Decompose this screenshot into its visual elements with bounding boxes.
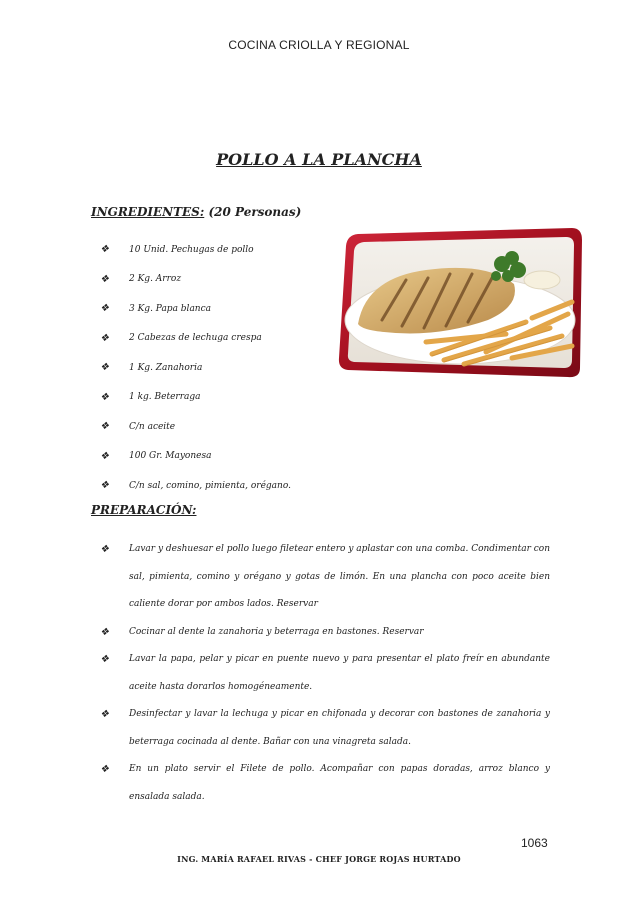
diamond-bullet-icon: ❖ xyxy=(100,450,109,462)
list-item xyxy=(100,442,291,472)
ingredient-text: C/n sal, comino, pimienta, orégano. xyxy=(129,480,291,491)
ingredient-text: 2 Kg. Arroz xyxy=(129,274,182,285)
list-item xyxy=(100,383,291,413)
list-item xyxy=(100,235,291,265)
list-item xyxy=(100,536,550,619)
preparation-heading xyxy=(91,503,196,517)
dish-photo xyxy=(336,222,584,380)
preparation-step: En un plato servir el Filete de pollo. Acompañar con papas doradas, arroz blanco y ensalada salada. xyxy=(129,764,550,802)
diamond-bullet-icon: ❖ xyxy=(100,480,109,492)
list-item xyxy=(100,646,550,701)
diamond-bullet-icon: ❖ xyxy=(100,303,109,315)
diamond-bullet-icon: ❖ xyxy=(100,273,109,285)
preparation-step: Lavar y deshuesar el pollo luego filetear entero y aplastar con una comba. Condimentar con sal, pimienta, comino y orégano y gotas de limón. En una plancha con poco aceite bien caliente dorar por ambos lados. Reservar xyxy=(129,544,550,609)
preparation-list xyxy=(100,536,550,811)
preparation-step: Lavar la papa, pelar y picar en puente nuevo y para presentar el plato freír en abundante aceite hasta dorarlos homogéneamente. xyxy=(129,654,550,692)
diamond-bullet-icon: ❖ xyxy=(100,654,109,665)
list-item xyxy=(100,353,291,383)
diamond-bullet-icon: ❖ xyxy=(100,244,109,256)
diamond-bullet-icon: ❖ xyxy=(100,362,109,374)
ingredients-list xyxy=(100,235,291,501)
list-item xyxy=(100,265,291,295)
diamond-bullet-icon: ❖ xyxy=(100,544,109,555)
list-item xyxy=(100,756,550,811)
list-item xyxy=(100,471,291,501)
diamond-bullet-icon: ❖ xyxy=(100,709,109,720)
diamond-bullet-icon: ❖ xyxy=(100,626,109,638)
ingredients-heading-label: INGREDIENTES: xyxy=(91,205,205,219)
recipe-title: POLLO A LA PLANCHA xyxy=(216,150,422,169)
diamond-bullet-icon: ❖ xyxy=(100,421,109,433)
diamond-bullet-icon: ❖ xyxy=(100,764,109,775)
diamond-bullet-icon: ❖ xyxy=(100,391,109,403)
list-item xyxy=(100,324,291,354)
preparation-step: Desinfectar y lavar la lechuga y picar en chifonada y decorar con bastones de zanahoria y beterraga cocinada al dente. Bañar con una vinagreta salada. xyxy=(129,709,550,747)
list-item xyxy=(100,701,550,756)
ingredient-text: 3 Kg. Papa blanca xyxy=(129,303,212,314)
diamond-bullet-icon: ❖ xyxy=(100,332,109,344)
ingredients-servings: (20 Personas) xyxy=(208,205,302,219)
list-item xyxy=(100,294,291,324)
preparation-heading-label: PREPARACIÓN: xyxy=(91,503,197,517)
ingredient-text: 100 Gr. Mayonesa xyxy=(129,451,212,462)
ingredient-text: 10 Unid. Pechugas de pollo xyxy=(129,244,254,255)
ingredient-text: 1 Kg. Zanahoria xyxy=(129,362,203,373)
ingredient-text: 1 kg. Beterraga xyxy=(129,392,201,403)
page-footer: ING. MARÍA RAFAEL RIVAS - CHEF JORGE ROJAS HURTADO xyxy=(177,854,461,864)
list-item xyxy=(100,412,291,442)
ingredient-text: 2 Cabezas de lechuga crespa xyxy=(129,333,262,344)
ingredients-heading xyxy=(91,205,301,219)
page-header: COCINA CRIOLLA Y REGIONAL xyxy=(228,38,410,52)
preparation-step: Cocinar al dente la zanahoria y beterraga en bastones. Reservar xyxy=(129,626,424,637)
ingredient-text: C/n aceite xyxy=(129,421,176,432)
page-number: 1063 xyxy=(521,836,548,850)
list-item xyxy=(100,619,550,647)
